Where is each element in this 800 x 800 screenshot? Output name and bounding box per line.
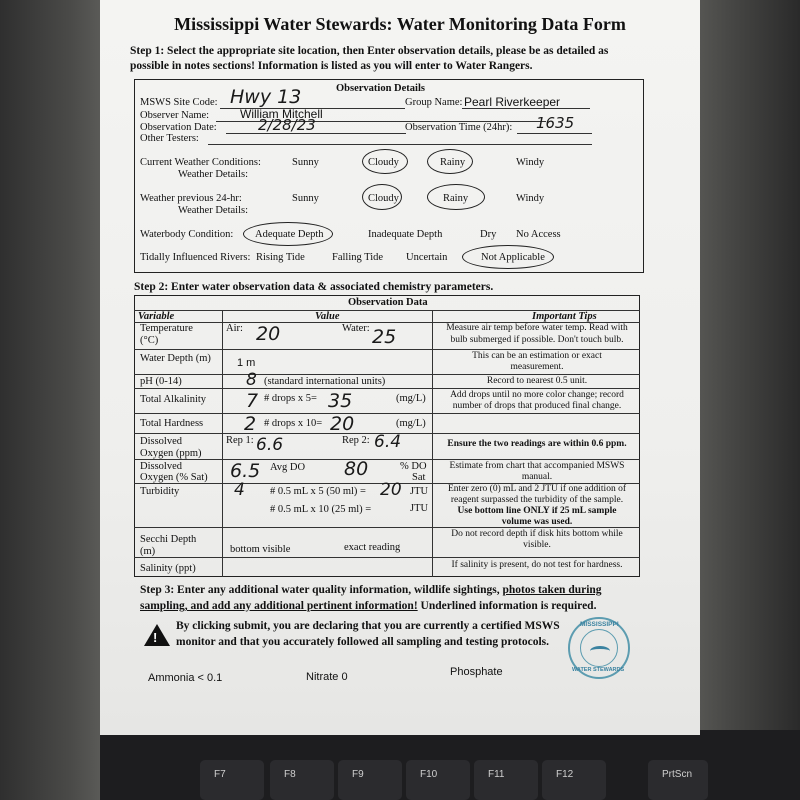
turbidity-line2-label: # 0.5 mL x 10 (25 ml) = [270,504,372,515]
depth-tip-line1: This can be an estimation or exact [472,351,602,361]
turbidity-line1-value[interactable]: 20 [380,480,402,500]
observation-date-label: Observation Date: [140,122,217,133]
do-sat-label-line2: Oxygen (% Sat) [140,472,208,483]
step2-text: Step 2: Enter water observation data & associated chemistry parameters. [134,281,494,293]
weather-details-label: Weather Details: [178,169,248,180]
col-tips-header: Important Tips [532,311,597,322]
key-f12: F12 [542,760,606,800]
waterbody-inadequate-option[interactable]: Inadequate Depth [368,229,443,240]
other-testers-label: Other Testers: [140,133,199,144]
ph-tip: Record to nearest 0.5 unit. [486,376,588,386]
secchi-label-line1: Secchi Depth [140,534,197,545]
turbidity-tip-line2: reagent surpassed the turbidity of the sample. [450,495,624,505]
step3-line1: Step 3: Enter any additional water quality information, wildlife sightings, photos taken during [140,584,602,596]
observation-time-value[interactable]: 1635 [536,114,575,132]
observer-name-value[interactable]: William Mitchell [240,107,323,121]
col-value-header: Value [315,311,340,322]
alkalinity-drops-value[interactable]: 7 [246,390,259,412]
alkalinity-tip-line2: number of drops that produced final change. [452,401,622,411]
site-code-value[interactable]: Hwy 13 [230,86,302,108]
data-form-paper: Mississippi Water Stewards: Water Monitoring Data Form Step 1: Select the appropriate site location, then Enter observation details, please be as detailed as possible in notes sections! Information is listed as you will enter to Water Rangers. Observation Details MSWS Site Code: Hwy 13 Group Name: Pearl Riverkeeper Observer Name: William Mitchell Observation Date: 2/28/23 Observation Time (24hr): 1635 Other Testers: Current Weather Conditions: Weather Details: Sunny Cloudy Rainy Windy Weather previous 24-hr: Weather Details: Sunny Cloudy Rainy Windy Waterbody Condition: Adequate Depth Inadequate Depth Dry No Access Tidally Influenced Rivers: Rising Tide Falling Tide Uncertain Not Applicable Step 2: Enter water observation data & associated chemistry parameters. Observation Data Variable Value Important Tips Temperature (°C) Air: 20 Water: 25 Measure air temp before water temp. Read with bulb submerged if possible. Don't touch bulb. Water Depth (m) 1 m This can be an estimation or exact measurement. pH (0-14) 8 (standard international units) Record to nearest 0.5 unit. Total Alkalinity 7 # drops x 5= 35 (mg/L) Add drops until no more color change; record number of drops that produced final change. Total Hardness 2 # drops x 10= 20 (mg/L) Dissolved Oxygen (ppm) Rep 1: 6.6 Rep 2: 6.4 Ensure the two readings are within 0.6 ppm. Dissolved Oxygen (% Sat) 6.5 Avg DO 80 % DO Sat Estimate from chart that accompanied MSWS manual. Turbidity 4 # 0.5 mL x 5 (50 ml) = 20 JTU # 0.5 mL x 10 (25 ml) = JTU Enter zero (0) mL and 2 JTU if one addition of reagent surpassed the turbidity of the sample. Use bottom line ONLY if 25 mL sample volume was used. Secchi Depth (m) bottom visible exact reading Do not record depth if disk hits bottom while visible. Salinity (ppt) If salinity is present, do not test for hardness. Step 3: Enter any additional water quality information, wildlife sightings, photos taken during sampling, and add any additional pertinent information! Underlined information is required. ! By clicking submit, you are declaring that you are currently a certified MSWS monitor and that you accurately followed all sampling and testing protocols. MISSISSIPPI WATER STEWARDS Ammonia < 0.1 Nitrate 0 Phosphate [100,0,700,735]
turbidity-line1-label: # 0.5 mL x 5 (50 ml) = [270,486,366,497]
temperature-label: Temperature [140,323,193,334]
hardness-drops-label: # drops x 10= [264,418,323,429]
temperature-tip-line1: Measure air temp before water temp. Read with [446,323,628,333]
temperature-tip-line2: bulb submerged if possible. Don't touch bulb. [450,335,624,345]
do-rep2-label: Rep 2: [342,435,370,446]
observation-date-value[interactable]: 2/28/23 [258,116,316,134]
hardness-unit: (mg/L) [396,418,426,429]
ammonia-note[interactable]: Ammonia < 0.1 [148,672,223,684]
do-rep1-value[interactable]: 6.6 [256,435,284,455]
observer-name-label: Observer Name: [140,110,210,121]
key-f10: F10 [406,760,470,800]
background-right [700,0,800,800]
col-variable-header: Variable [138,311,175,322]
observation-details-header: Observation Details [336,83,425,94]
temperature-unit: (°C) [140,335,159,346]
depth-tip-line2: measurement. [510,362,564,372]
secchi-tip-line2: visible. [523,540,551,550]
do-rep2-value[interactable]: 6.4 [374,432,402,452]
previous-cloudy-option[interactable]: Cloudy [368,193,399,204]
waterbody-adequate-option[interactable]: Adequate Depth [255,229,324,240]
do-sat-value[interactable]: 80 [344,458,369,480]
secchi-tip-line1: Do not record depth if disk hits bottom while [451,529,623,539]
air-temp-value[interactable]: 20 [256,323,281,345]
turbidity-tip-line4: volume was used. [501,517,573,527]
secchi-exact-reading-option[interactable]: exact reading [344,542,401,553]
waterbody-dry-option[interactable]: Dry [480,229,497,240]
key-f7: F7 [200,760,264,800]
secchi-label-line2: (m) [140,546,156,557]
form-title: Mississippi Water Stewards: Water Monitoring Data Form [174,14,626,34]
water-temp-label: Water: [342,323,370,334]
nitrate-note[interactable]: Nitrate 0 [306,671,348,683]
mississippi-water-stewards-logo-icon: MISSISSIPPI WATER STEWARDS [568,617,630,679]
do-sat-unit-line1: % DO [400,461,427,472]
turbidity-tip-line1: Enter zero (0) mL and 2 JTU if one addition of [448,484,626,494]
observation-data-header: Observation Data [348,297,428,308]
water-depth-value[interactable]: 1 m [237,357,256,369]
water-depth-label: Water Depth (m) [140,353,211,364]
salinity-label: Salinity (ppt) [140,563,196,574]
step1-line2: possible in notes sections! Information is listed as you will enter to Water Rangers. [130,60,533,72]
previous-rainy-option[interactable]: Rainy [443,193,469,204]
hardness-result[interactable]: 20 [330,413,355,435]
waterbody-condition-label: Waterbody Condition: [140,229,234,240]
previous-windy-option[interactable]: Windy [516,193,545,204]
waterbody-no-access-option[interactable]: No Access [516,229,561,240]
alkalinity-tip-line1: Add drops until no more color change; record [450,390,624,400]
phosphate-note[interactable]: Phosphate [450,666,503,678]
current-sunny-option[interactable]: Sunny [292,157,319,168]
previous-sunny-option[interactable]: Sunny [292,193,319,204]
key-f11: F11 [474,760,538,800]
key-f8: F8 [270,760,334,800]
ph-unit: (standard international units) [264,376,386,387]
site-code-label: MSWS Site Code: [140,97,218,108]
turbidity-label: Turbidity [140,486,180,497]
turbidity-line1-unit: JTU [410,486,429,497]
secchi-bottom-visible-option[interactable]: bottom visible [230,544,291,555]
current-rainy-option[interactable]: Rainy [440,157,466,168]
do-avg-label: Avg DO [270,462,306,473]
turbidity-value[interactable]: 4 [234,480,245,500]
tidal-rising-option[interactable]: Rising Tide [256,252,305,263]
turbidity-line2-unit: JTU [410,503,429,514]
do-sat-tip-line2: manual. [521,472,553,482]
step3-line2: sampling, and add any additional pertinent information! Underlined information is required. [140,600,597,612]
alkalinity-result[interactable]: 35 [328,390,353,412]
do-ppm-label-line1: Dissolved [140,436,182,447]
key-prtscn: PrtScn [648,760,708,800]
current-windy-option[interactable]: Windy [516,157,545,168]
turbidity-tip-line3: Use bottom line ONLY if 25 mL sample [457,506,617,516]
group-name-label: Group Name: [405,97,463,108]
air-temp-label: Air: [226,323,243,334]
salinity-tip: If salinity is present, do not test for hardness. [451,560,623,570]
current-cloudy-option[interactable]: Cloudy [368,157,399,168]
declaration-line2: monitor and that you accurately followed all sampling and testing protocols. [176,636,550,648]
background-left [0,0,100,800]
water-temp-value[interactable]: 25 [372,326,397,348]
alkalinity-drops-label: # drops x 5= [264,393,317,404]
hardness-drops-value[interactable]: 2 [244,413,257,435]
weather-previous-details-label: Weather Details: [178,205,248,216]
tidal-na-option[interactable]: Not Applicable [481,252,545,263]
ph-value[interactable]: 8 [246,370,257,390]
do-sat-label-line1: Dissolved [140,461,182,472]
tidal-falling-option[interactable]: Falling Tide [332,252,384,263]
tidal-rivers-label: Tidally Influenced Rivers: [140,252,251,263]
step1-line1: Step 1: Select the appropriate site location, then Enter observation details, please be as detailed as [130,45,609,57]
do-rep1-label: Rep 1: [226,435,254,446]
do-avg-value[interactable]: 6.5 [230,460,261,482]
do-sat-unit-line2: Sat [412,472,426,483]
ph-label: pH (0-14) [140,376,182,387]
observation-time-label: Observation Time (24hr): [405,122,513,133]
alkalinity-unit: (mg/L) [396,393,426,404]
tidal-uncertain-option[interactable]: Uncertain [406,252,448,263]
do-ppm-tip: Ensure the two readings are within 0.6 ppm. [447,439,627,449]
key-f9: F9 [338,760,402,800]
do-sat-tip-line1: Estimate from chart that accompanied MSWS [449,461,625,471]
alkalinity-label: Total Alkalinity [140,394,207,405]
declaration-line1: By clicking submit, you are declaring that you are currently a certified MSWS [176,620,560,632]
group-name-value[interactable]: Pearl Riverkeeper [464,95,561,109]
do-ppm-label-line2: Oxygen (ppm) [140,448,202,459]
hardness-label: Total Hardness [140,418,204,429]
current-weather-label: Current Weather Conditions: [140,157,261,168]
weather-previous-label: Weather previous 24-hr: [140,193,242,204]
